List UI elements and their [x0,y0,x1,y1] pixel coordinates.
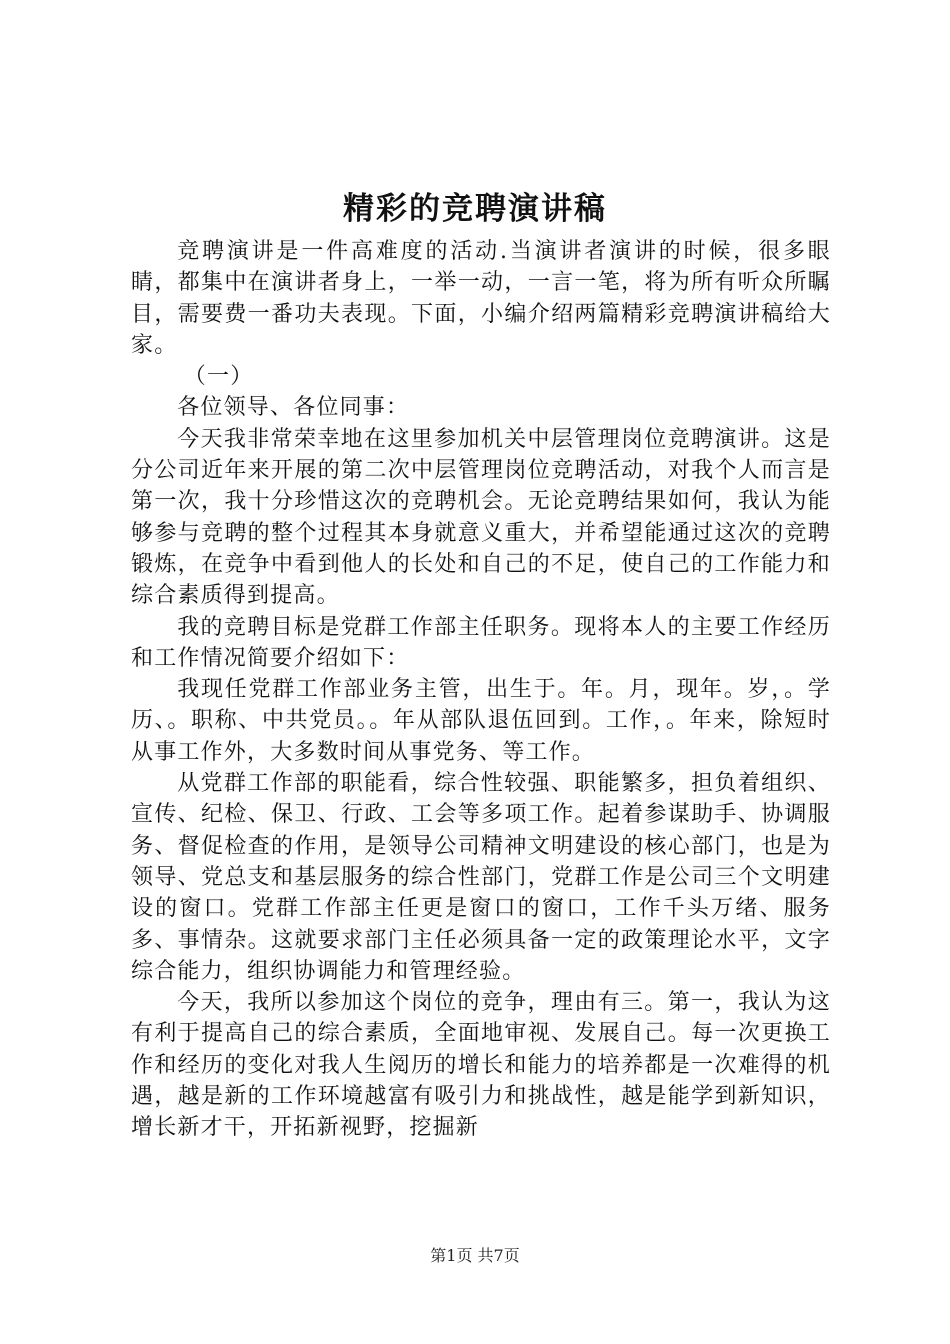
paragraph-reasons: 今天，我所以参加这个岗位的竞争，理由有三。第一，我认为这有利于提高自己的综合素质，全面地审视、发展自己。每一次更换工作和经历的变化对我人生阅历的增长和能力的培养都是一次难得的机遇，越是新的工作环境越富有吸引力和挑战性，越是能学到新知识，增长新才干，开拓新视野，挖掘新 [131,990,831,1141]
page-footer: 第1页 共7页 [430,1246,520,1265]
salutation: 各位领导、各位同事： [177,395,410,421]
document-body [131,236,831,1144]
paragraph-intro: 竞聘演讲是一件高难度的活动.当演讲者演讲的时候，很多眼睛，都集中在演讲者身上，一举一动，一言一笔，将为所有听众所瞩目，需要费一番功夫表现。下面，小编介绍两篇精彩竞聘演讲稿给大家。 [131,239,831,358]
paragraph-department: 从党群工作部的职能看，综合性较强、职能繁多，担负着组织、宣传、纪检、保卫、行政、工会等多项工作。起着参谋助手、协调服务、督促检查的作用，是领导公司精神文明建设的核心部门，也是为领导、党总支和基层服务的综合性部门，党群工作是公司三个文明建设的窗口。党群工作部主任更是窗口的窗口，工作千头万绪、服务多、事情杂。这就要求部门主任必须具备一定的政策理论水平，文字综合能力，组织协调能力和管理经验。 [131,771,831,984]
paragraph-goal: 我的竞聘目标是党群工作部主任职务。现将本人的主要工作经历和工作情况简要介绍如下： [131,614,831,671]
paragraph-background: 我现任党群工作部业务主管，出生于。年。月，现年。岁，。学历、。职称、中共党员。。年从部队退伍回到。工作，。年来，除短时从事工作外，大多数时间从事党务、等工作。 [131,677,831,765]
paragraph-opening: 今天我非常荣幸地在这里参加机关中层管理岗位竞聘演讲。这是分公司近年来开展的第二次中层管理岗位竞聘活动，对我个人而言是第一次，我十分珍惜这次的竞聘机会。无论竞聘结果如何，我认为能够参与竞聘的整个过程其本身就意义重大，并希望能通过这次的竞聘锻炼，在竞争中看到他人的长处和自己的不足，使自己的工作能力和综合素质得到提高。 [131,426,831,609]
document-title: 精彩的竞聘演讲稿 [343,191,607,227]
section-number: （一） [183,364,254,390]
